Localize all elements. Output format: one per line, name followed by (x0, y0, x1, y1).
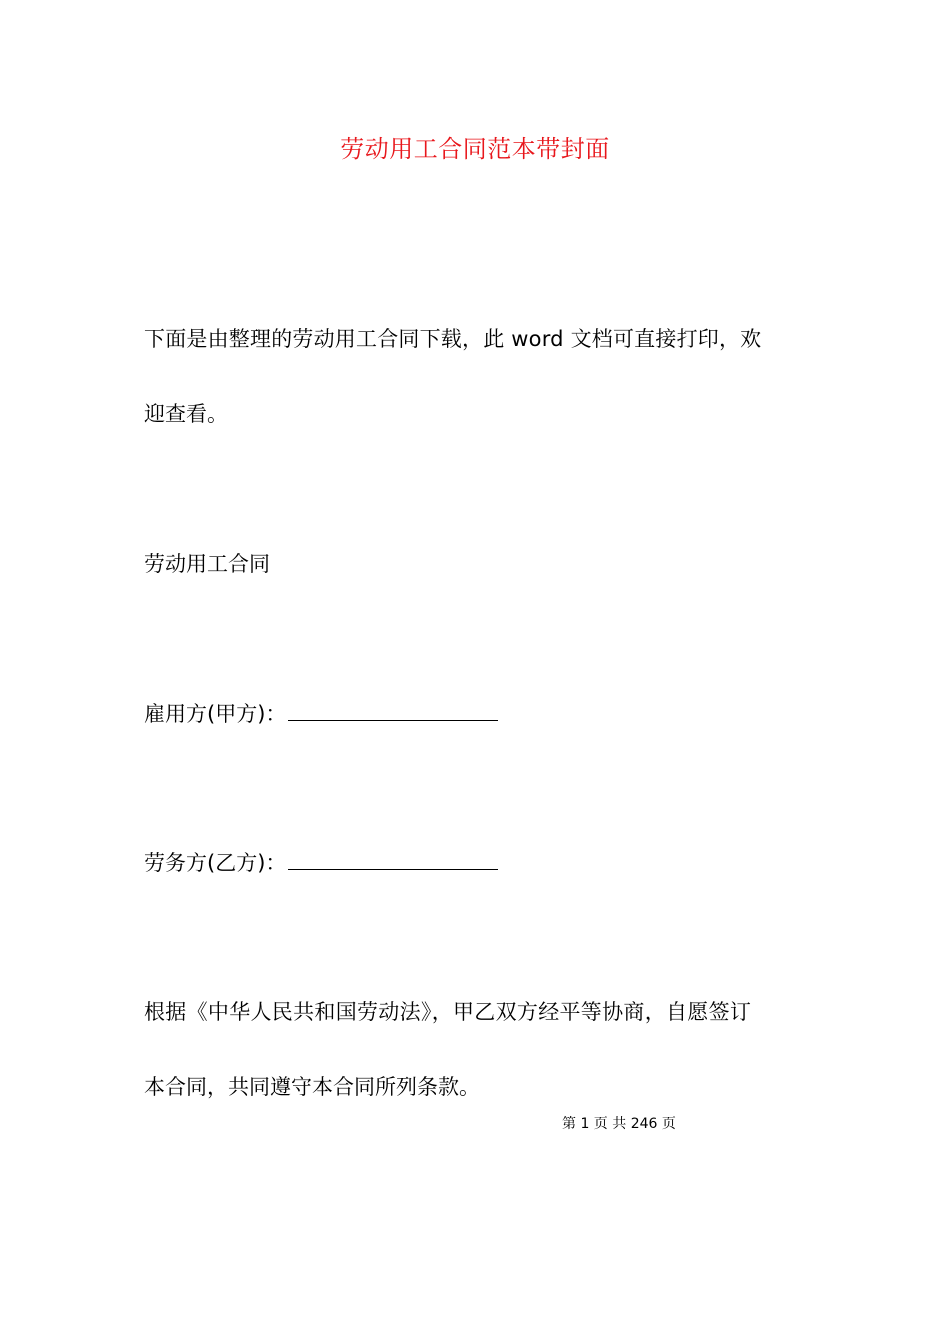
basis-paragraph-line-1: 根据《中华人民共和国劳动法》，甲乙双方经平等协商，自愿签订 (144, 1000, 752, 1024)
intro-paragraph-line-1: 下面是由整理的劳动用工合同下载，此 word 文档可直接打印，欢 (144, 327, 762, 351)
basis-paragraph-line-2: 本合同，共同遵守本合同所列条款。 (144, 1075, 480, 1099)
document-title: 劳动用工合同范本带封面 (340, 135, 610, 163)
contract-heading: 劳动用工合同 (144, 552, 270, 576)
employer-label: 雇用方(甲方)： (144, 702, 287, 726)
employer-blank-line (288, 700, 498, 721)
employer-row (144, 698, 498, 730)
worker-blank-line (288, 849, 498, 870)
page-number-footer: 第 1 页 共 246 页 (562, 1116, 676, 1132)
worker-label: 劳务方(乙方)： (144, 851, 287, 875)
intro-paragraph-line-2: 迎查看。 (144, 402, 228, 426)
worker-row (144, 847, 498, 879)
